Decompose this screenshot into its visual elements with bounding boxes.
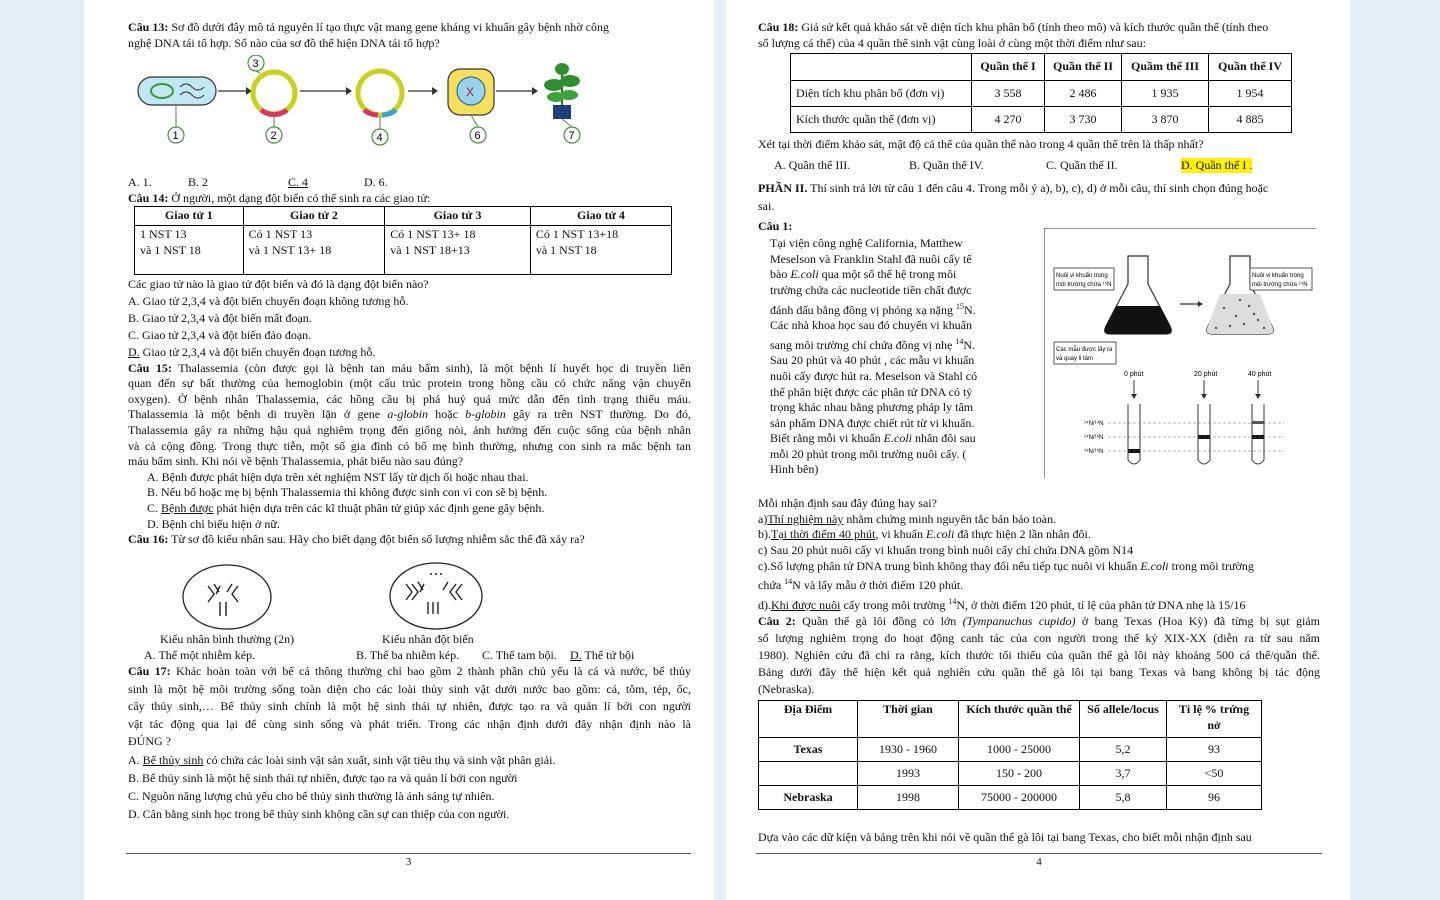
table-cell: 1 954	[1209, 81, 1292, 107]
c1-statement-c2	[758, 559, 1320, 575]
txt: a)	[758, 511, 768, 526]
table-cell: Nebraska	[759, 786, 858, 810]
table-header-row	[135, 207, 672, 226]
c1-line: mỗi 20 phút trong môi trường nuôi cấy. (	[770, 446, 967, 461]
table-header: Kích thước quần thể	[959, 701, 1080, 738]
table-cell	[243, 225, 385, 274]
q15-line7: máu bẩm sinh. Khi nói về bệnh Thalassemia, phát biểu nào sau đúng?	[128, 454, 464, 469]
q15-line5: Thalassemia gây ra những hậu quả nghiêm trọng đến giống nòi, ảnh hưởng đến cuộc sống của bệnh nhân	[128, 422, 691, 437]
fig-sample-label-2: và quay li tâm	[1056, 356, 1094, 363]
plant-cell	[448, 69, 494, 115]
table-cell: 3 730	[1045, 107, 1122, 133]
opt-rest: phát hiện dựa trên các kĩ thuật phân tử giúp xác định gene gây bệnh.	[213, 500, 545, 515]
c2-last-line: Dựa vào các dữ kiện và bảng trên khi nói về quần thể gà lôi tại bang Texas, cho biết mỗi nhận định sau	[758, 830, 1252, 845]
bacterium-cell	[138, 77, 216, 105]
label-2: 2	[270, 130, 277, 143]
table-cell: 4 270	[972, 107, 1045, 133]
q17-line4: vật tác động qua lại để cùng sinh sống và phát triển. Trong các nhận định dưới đây nhận định nào là	[128, 716, 691, 731]
q16-label: Câu 16:	[128, 532, 169, 547]
table-row	[759, 786, 1262, 810]
opt-letter: D.	[570, 647, 582, 662]
fig-band-hybrid: ¹⁴N/¹⁵N	[1084, 435, 1104, 442]
table-cell: 1930 - 1960	[858, 738, 959, 762]
q15-label: Câu 15:	[128, 360, 172, 375]
txt: d).	[758, 597, 771, 612]
part2-line1	[758, 181, 1320, 197]
sup: 15	[955, 301, 964, 311]
table-row	[759, 738, 1262, 762]
karyotype-figure	[128, 548, 691, 632]
c1-line: Meselson và Franklin Stahl đã nuôi cấy tế	[770, 251, 972, 266]
q15-l4a: Thalassemia là một bệnh di truyền lặn ở gene	[128, 407, 388, 422]
cell-line: 1 NST 13	[140, 226, 187, 241]
table-header: Quần thể IV	[1209, 54, 1292, 81]
table-header: Số allele/locus	[1080, 701, 1167, 738]
q14-option-b: B. Giao tử 2,3,4 và đột biến mất đoạn.	[128, 310, 312, 325]
fig-time-0: 0 phút	[1124, 371, 1144, 379]
underlined: Khi được nuôi	[771, 597, 841, 612]
q13-options	[128, 175, 691, 191]
q16-option-a: A. Thể một nhiễm kép.	[144, 647, 256, 662]
c2-label: Câu 2:	[758, 614, 796, 629]
table-header: Địa Điểm	[759, 701, 858, 738]
q17-label: Câu 17:	[128, 664, 171, 679]
sup: 14	[955, 336, 964, 346]
c1-line: Hình bên)	[770, 462, 819, 477]
opt-rest: có chứa các loài sinh vật sản xuất, sinh vật tiêu thụ và sinh vật phân giải.	[203, 752, 556, 767]
q17-line1	[128, 663, 691, 681]
fig-label-right: Nuôi vi khuẩn trong	[1252, 273, 1304, 280]
table-cell: 2 486	[1045, 81, 1122, 107]
q16-option-c: C. Thể tam bội.	[482, 647, 557, 662]
q17-line5: ĐÚNG ?	[128, 734, 171, 749]
part2-text: Thí sinh trả lời từ câu 1 đến câu 4. Trong mỗi ý a), b), c), d) ở mỗi câu, thí sinh chọn đúng hoặc	[807, 181, 1269, 196]
part2-line2: sai.	[758, 198, 775, 213]
q16-option-d	[570, 648, 634, 664]
fig-label-left-2: môi trường chứa ¹⁵N	[1056, 282, 1112, 289]
q14-text: Ở người, một dạng đột biến có thể sinh ra các giao tử:	[168, 190, 431, 205]
c1-line: sản phẩm DNA được chiết rút từ vi khuẩn.	[770, 415, 975, 430]
q18-option-d: D. Quần thể I .	[1181, 157, 1253, 172]
c1-line	[770, 431, 1010, 447]
page-4	[726, 0, 1350, 900]
c1-line: thể phân biệt được các phân tử DNA có tỷ	[770, 384, 973, 399]
table-cell: <50	[1167, 762, 1262, 786]
txt: cấy trong môi trường	[840, 597, 949, 612]
tube-20	[1198, 404, 1210, 464]
q18-line2: số lượng cá thể) của 4 quần thể sinh vật cùng loài ở cùng một thời điểm như sau:	[758, 35, 1146, 50]
c2-line1	[758, 613, 1320, 630]
q17-option-d: D. Cân bằng sinh học trong bể thủy sinh không cần sự can thiệp của con người.	[128, 806, 510, 821]
q17-option-a	[128, 751, 691, 769]
recombinant-dna-diagram	[128, 55, 588, 173]
plant-icon	[544, 63, 580, 119]
table-cell: 5,8	[1080, 786, 1167, 810]
q13-label: Câu 13:	[128, 20, 169, 34]
part2-label: PHẦN II.	[758, 181, 808, 196]
fig-label-right-2: môi trường chứa ¹⁴N	[1252, 282, 1308, 289]
table-header: Thời gian	[858, 701, 959, 738]
c1-statement-b	[758, 527, 1320, 543]
table-row	[759, 762, 1262, 786]
table-cell	[530, 225, 671, 274]
c1-text	[770, 236, 1010, 478]
txt: đã thực hiện 2 lần nhân đôi.	[954, 527, 1091, 542]
species: (Tympanuchus cupido)	[962, 614, 1076, 629]
table-cell: Diện tích khu phân bố (đơn vị)	[791, 81, 972, 107]
cell-line: Có 1 NST 13	[248, 226, 313, 241]
txt: nhằm chứng minh nguyên tắc bán bảo toàn.	[843, 511, 1057, 526]
cell-line: và 1 NST 18	[535, 242, 597, 257]
table-cell: 3,7	[1080, 762, 1167, 786]
c1-block	[758, 234, 1320, 496]
txt: N.	[963, 337, 975, 352]
opt-text: Thể tứ bội	[581, 647, 635, 662]
q15-line6: và cả cộng đồng. Trong thực tiễn, một số gia đình có bố mẹ bình thường, nhưng con sinh ra mắc bệnh tan	[128, 438, 691, 453]
cell-line: và 1 NST 18+13	[390, 242, 470, 257]
txt: Quần thể gà lôi đồng cỏ lớn	[795, 614, 963, 629]
q13-option-d: D. 6.	[364, 175, 388, 190]
q15-line3: oxygen). Ở bệnh nhân Thalassemia, các hồng cầu bị phá huỷ quá mức dẫn đến tình trạng thiếu máu.	[128, 391, 691, 406]
opt-pre: C.	[147, 500, 162, 515]
c1-line	[770, 334, 1010, 354]
gene-name: b-globin	[465, 407, 506, 422]
q18-option-b: B. Quần thể IV.	[909, 157, 984, 172]
q16-options	[128, 648, 691, 664]
q16-option-b: B. Thể ba nhiễm kép.	[356, 647, 460, 662]
q15-option-d: D. Bệnh chỉ biểu hiện ở nữ.	[147, 516, 280, 531]
species: E.coli	[1140, 558, 1169, 573]
q15-l4b: hoặc	[428, 407, 466, 422]
q13-option-a: A. 1.	[128, 175, 152, 190]
flask-n15	[1105, 256, 1172, 334]
diagram-number-labels	[168, 55, 580, 145]
q14-gamete-table	[134, 206, 672, 275]
q18-population-table	[790, 53, 1292, 133]
txt: ở bang Texas (Hoa Kỳ) đã từng bị sụt giảm	[1075, 614, 1321, 629]
species: E.coli	[883, 431, 912, 446]
table-cell: Texas	[759, 738, 858, 762]
opt-pre: A.	[128, 752, 143, 767]
c1-label: Câu 1:	[758, 218, 793, 233]
karyotype-mutant-cell	[386, 560, 486, 632]
table-header: Giao tử 4	[530, 207, 671, 226]
label-4: 4	[376, 132, 383, 145]
q14-option-d	[128, 344, 691, 361]
q15-line4	[128, 407, 691, 423]
table-header: Quầm thể III	[1122, 54, 1209, 81]
species: E.coli	[790, 267, 819, 282]
table-cell: 1000 - 25000	[959, 738, 1080, 762]
q14-option-c: C. Giao tử 2,3,4 và đột biến đảo đoạn.	[128, 327, 312, 342]
q17-text: Khác hoàn toàn với bể cá thông thường chỉ bao gồm 2 thành phần chủ yếu là cá và nước, bể thủy	[170, 664, 691, 679]
q14-line	[128, 191, 691, 207]
txt: sang môi trường chỉ chứa đồng vị nhẹ	[770, 337, 956, 352]
q13-text1: Sơ đồ dưới đây mô tả nguyên lí tạo thực vật mang gene kháng vi khuẩn gây bệnh nhờ công	[168, 20, 609, 34]
table-cell: 93	[1167, 738, 1262, 762]
table-cell: 3 558	[972, 81, 1045, 107]
underlined: Thí nghiệm này	[767, 511, 844, 526]
q14-option-d-letter: D.	[128, 344, 140, 359]
q14-option-a: A. Giao tử 2,3,4 và đột biến chuyển đoạn không tương hỗ.	[128, 293, 409, 308]
table-cell: 150 - 200	[959, 762, 1080, 786]
q15-line2: quan đến sự bất thường của hemoglobin (một cấu trúc protein trong hồng cầu có chức năng vận chuyển	[128, 376, 691, 391]
q15-option-b: B. Nếu bố hoặc mẹ bị bệnh Thalassemia thì không được sinh con vì con sẽ bị bệnh.	[147, 485, 548, 500]
q18-option-a: A. Quần thể III.	[774, 157, 851, 172]
caption-normal: Kiểu nhân bình thường (2n)	[160, 631, 295, 646]
q16-line	[128, 532, 691, 548]
table-header: Giao tử 2	[243, 207, 385, 226]
q15-option-c	[128, 501, 691, 517]
c1-line: Tại viện công nghệ California, Matthew	[770, 236, 963, 251]
table-header: Quần thể II	[1045, 54, 1122, 81]
caption-mutant: Kiểu nhân đột biến	[382, 631, 474, 646]
c1-line	[770, 267, 1010, 283]
c1-line: trường chứa các nucleotide tiền chất được	[770, 282, 972, 297]
c1-statement-c3	[758, 574, 1320, 594]
table-header-row	[791, 54, 1292, 81]
table-header: Quần thể I	[972, 54, 1045, 81]
table-cell	[759, 762, 858, 786]
label-1: 1	[172, 130, 179, 143]
table-header-row	[759, 701, 1262, 738]
q17-option-c: C. Nguồn năng lượng chủ yếu cho bể thủy sinh thường là ánh sáng tự nhiên.	[128, 788, 495, 803]
q17-option-b: B. Bể thủy sinh là một hệ sinh thái tự nhiên, được tạo ra và quản lí bởi con người	[128, 770, 518, 785]
q15-option-a: A. Bệnh được phát hiện dựa trên xét nghiệm NST lấy từ dịch ối hoặc nhau thai.	[147, 469, 529, 484]
sup: 14	[948, 596, 957, 606]
cell-line: và 1 NST 18	[140, 242, 201, 257]
table-row	[791, 107, 1292, 133]
txt: N.	[963, 302, 976, 317]
underlined: Tại thời điểm 40 phút	[771, 527, 876, 542]
c1-question: Mỗi nhận định sau đây đúng hay sai?	[758, 496, 937, 511]
tube-40	[1252, 404, 1264, 464]
page-number: 3	[126, 853, 691, 870]
tube-0	[1128, 404, 1140, 464]
opt-underlined: Bể thủy sinh	[142, 752, 204, 767]
table-header	[791, 54, 972, 81]
q15-line1	[128, 361, 691, 377]
table-cell: 1 935	[1122, 81, 1209, 107]
c2-line2: số lượng nghiêm trọng do hoạt động canh tác của con người trong thế kỷ XIX-XX (diễn ra từ sau năm	[758, 631, 1320, 646]
table-header: Giao tử 3	[385, 207, 531, 226]
c1-statement-a	[758, 512, 1320, 528]
table-cell: 3 870	[1122, 107, 1209, 133]
c1-line: trọng khác nhau bằng phương pháp ly tâm	[770, 400, 974, 415]
table-cell: 1993	[858, 762, 959, 786]
c1-statement-d	[758, 594, 1320, 614]
c2-line5: (Nebraska).	[758, 682, 815, 697]
fig-band-heavy: ¹⁵N/¹⁵N	[1084, 449, 1104, 456]
fig-sample-label: Các mẫu được lấy ra	[1056, 347, 1113, 354]
table-cell: 96	[1167, 786, 1262, 810]
table-cell: 4 885	[1209, 107, 1292, 133]
table-cell: 5,2	[1080, 738, 1167, 762]
q18-text: Giả sử kết quả khảo sát về diện tích khu phân bố (tính theo mô) và kích thước quần thể (tính theo	[798, 20, 1269, 34]
recombinant-plasmid	[358, 71, 402, 115]
c1-statement-c: c) Sau 20 phút nuôi cấy vi khuẩn trong bình nuôi cấy chỉ chứa DNA gồm N14	[758, 542, 1134, 557]
txt: đánh dấu bằng đồng vị phóng xạ nặng	[770, 302, 956, 317]
table-row	[791, 81, 1292, 107]
opt-underlined: Bệnh được	[161, 500, 214, 515]
page-3-content	[128, 20, 691, 823]
txt: nhân đôi sau	[911, 431, 976, 446]
q18-line1	[758, 20, 1320, 36]
table-cell: Kích thước quần thể (đơn vị)	[791, 107, 972, 133]
txt: bào	[770, 267, 791, 282]
q15-text: Thalassemia (còn được gọi là bệnh tan máu bẩm sinh), là một bệnh lí huyết học di truyền liên	[171, 360, 691, 375]
q13-option-c: C. 4	[288, 175, 309, 190]
karyotype-normal-cell	[180, 562, 274, 632]
q14-label: Câu 14:	[128, 190, 169, 205]
fig-time-20: 20 phút	[1194, 371, 1218, 379]
fig-band-light: ¹⁴N/¹⁴N	[1084, 421, 1104, 428]
txt: qua một số thế hệ trong môi	[818, 267, 957, 282]
cell-line: Có 1 NST 13+ 18	[390, 226, 476, 241]
txt: N, ở thời điểm 120 phút, tỉ lệ của phân tử DNA nhẹ là 15/16	[956, 597, 1246, 612]
txt: b).	[758, 527, 771, 542]
table-header: Giao tử 1	[135, 207, 244, 226]
q16-text: Từ sơ đồ kiểu nhân sau. Hãy cho biết dạng đột biến số lượng nhiễm sắc thể đã xảy ra?	[168, 532, 585, 547]
table-cell	[135, 225, 244, 274]
c2-line3: 1980). Nghiên cứu đã chỉ ra rằng, kích thước tối thiểu của quần thể gà lôi này khoảng 500 cá thể/quần thể.	[758, 648, 1320, 663]
q17-line3: cây thủy sinh,… Bể thủy sinh chính là một hệ sinh thái tự nhiên, được tạo ra và quản lí bởi con người	[128, 699, 691, 714]
c2-prairie-chicken-table	[758, 700, 1262, 810]
txt: N và lấy mẫu ở thời điểm 120 phút.	[792, 578, 964, 593]
svg-text:X: X	[466, 85, 475, 100]
species: E.coli	[926, 527, 955, 542]
fig-label-left: Nuôi vi khuẩn trong	[1056, 273, 1108, 280]
q13-line2: nghệ DNA tái tổ hợp. Số nào của sơ đồ thể hiện DNA tái tổ hợp?	[128, 35, 440, 50]
q18-question: Xét tại thời điểm khảo sát, mật độ cá thể của quần thể nào trong 4 quần thể trên là thấp nhất?	[758, 137, 1204, 152]
txt: , vi khuẩn	[875, 527, 927, 542]
cell-line: và 1 NST 13+ 18	[248, 242, 332, 257]
c1-line	[770, 299, 1010, 319]
c1-line: nuôi cấy được hút ra. Meselson và Stahl có	[770, 368, 978, 383]
plasmid-ring	[253, 72, 295, 115]
cell-line: Có 1 NST 13+18	[535, 226, 619, 241]
table-cell	[385, 225, 531, 274]
label-6: 6	[474, 130, 481, 143]
q14-question: Các giao tử nào là giao tử đột biến và đó là dạng đột biến nào?	[128, 276, 429, 291]
txt: Biết rằng mỗi vi khuẩn	[770, 431, 884, 446]
karyotype-captions	[128, 632, 691, 648]
label-3: 3	[252, 58, 259, 71]
meselson-stahl-figure	[1044, 228, 1316, 478]
table-cell: 1998	[858, 786, 959, 810]
q13-line1	[128, 20, 691, 36]
table-row	[135, 225, 672, 274]
sup: 14	[784, 577, 793, 587]
c1-line: Sau 20 phút và 40 phút , các mẫu vi khuẩn	[770, 353, 975, 368]
page-3	[84, 0, 714, 900]
label-7: 7	[568, 130, 575, 143]
txt: trong môi trường	[1168, 558, 1254, 573]
table-header: Tỉ lệ % trứng nở	[1167, 701, 1262, 738]
page-number: 4	[756, 853, 1322, 870]
q13-option-b: B. 2	[188, 175, 209, 190]
page-4-content	[758, 20, 1320, 846]
table-cell: 75000 - 200000	[959, 786, 1080, 810]
txt: chứa	[758, 578, 785, 593]
q17-line2: sinh là một hệ môi trường sống toàn diện cho các loài thủy sinh vật dưới nước bao gồm: cá, tôm, tép, ốc,	[128, 681, 691, 696]
q14-option-d-text: Giao tử 2,3,4 và đột biến chuyển đoạn tương hỗ.	[139, 344, 376, 359]
c2-line4: Bảng dưới đây thể hiện kết quả nghiên cứu quần thể gà lôi tại bang Texas và bang không bị tác động	[758, 665, 1320, 680]
gene-name: a-globin	[387, 407, 429, 422]
fig-time-40: 40 phút	[1248, 371, 1272, 379]
q18-label: Câu 18:	[758, 20, 799, 34]
q18-option-c: C. Quần thể II.	[1046, 157, 1118, 172]
q18-options	[758, 158, 1320, 174]
q15-l4c: gây ra trên NST thường. Do đó,	[505, 407, 692, 422]
txt: c).Số lượng phân tử DNA trung bình không thay đổi nếu tiếp tục nuôi vi khuẩn	[758, 558, 1141, 573]
c1-line: Các nhà khoa học sau đó chuyển vi khuẩn	[770, 318, 972, 333]
